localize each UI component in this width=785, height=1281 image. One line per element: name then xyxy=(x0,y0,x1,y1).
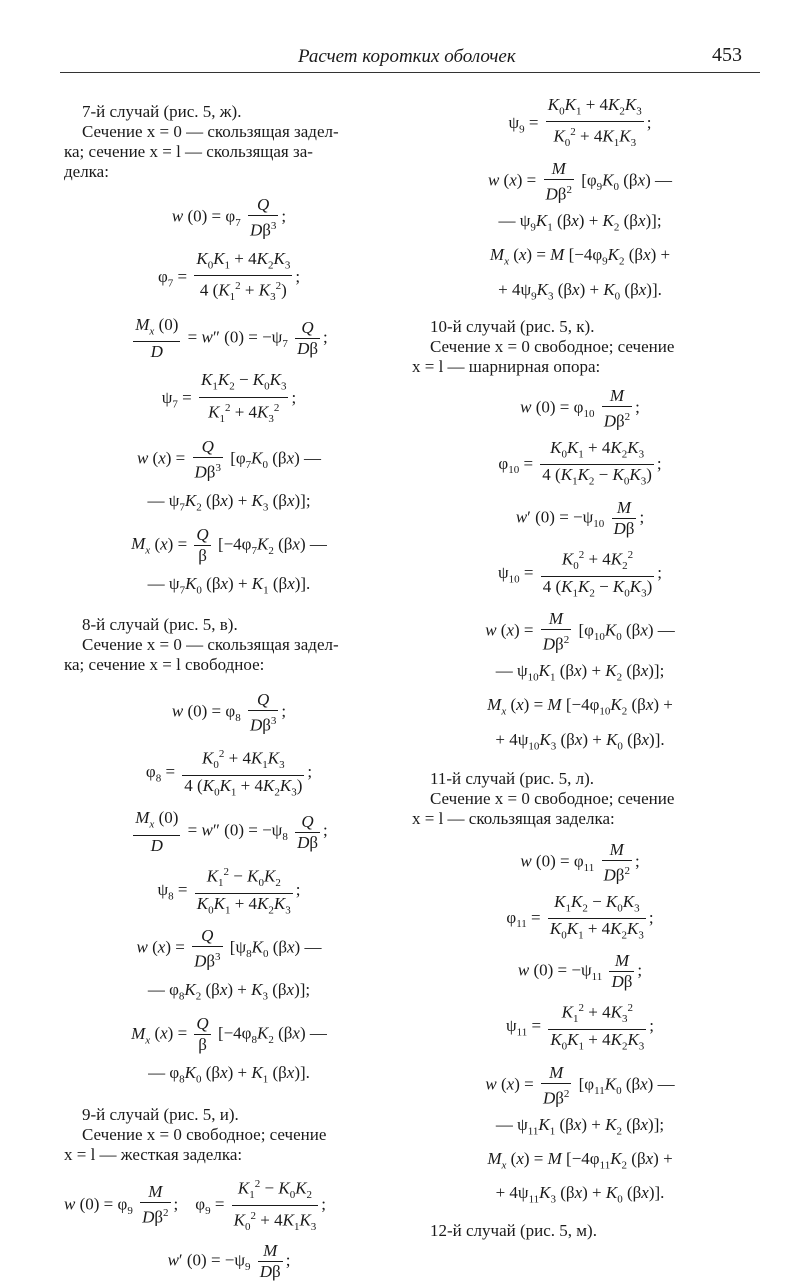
equation-wx-case8-cont: — $\varphi_8K_2$ $(\beta x) + K_3$ (βx)]; xyxy=(147,979,311,1003)
equation-mx0-case8: $\frac{M_x (0)}{D}$ = w″ $(0) = -\psi_8$ $\frac{Q}{D\beta}$ ; xyxy=(135,808,328,855)
equation-w0-case11: w $(0) = \varphi_{11}$ $\frac{M}{D\beta^2}$ ; xyxy=(520,839,640,885)
equation-mx-case10-cont: + $4\psi_{10}K_3$ $(\beta x) + K_0$ (βx)]. xyxy=(495,729,665,752)
case8-text: ка; сечение x = l свободное: xyxy=(64,655,265,675)
case8-title: 8-й случай (рис. 5, в). xyxy=(82,615,238,635)
equation-wx-case9-cont: — $\psi_9K_1$ $(\beta x) + K_2$ (βx)]; xyxy=(498,211,662,234)
equation-wx-case7-cont: — $\psi_7K_2$ $(\beta x) + K_3$ (βx)]; xyxy=(147,490,311,513)
equation-wx-case9: w (x) = $\frac{M}{D\beta^2}$ [$\varphi_9K_0$ (βx) — xyxy=(487,159,673,205)
case9-text: x = l — жесткая заделка: xyxy=(64,1144,243,1164)
equation-w0-case7: w $(0) = \varphi_7$ $\frac{Q}{D\beta^3}$ ; xyxy=(171,195,287,240)
case7-text: ка; сечение x = l — скользящая за- xyxy=(64,142,313,161)
equation-wx-case11: w (x) = $\frac{M}{D\beta^2}$ [$\varphi_{11}K_0$ (βx) — xyxy=(485,1062,675,1108)
case7-title: 7-й случай (рис. 5, ж). xyxy=(82,102,242,121)
case11-text: Сечение x = 0 свободное; сечение xyxy=(430,788,675,808)
equation-w0-case8: w $(0) = \varphi_8$ $\frac{Q}{D\beta^3}$ ; xyxy=(171,690,287,736)
equation-wx-case11-cont: — $\psi_{11}K_1$ $(\beta x) + K_2$ (βx)]; xyxy=(495,1114,665,1137)
equation-wx-case8: w (x) = $\frac{Q}{D\beta^3}$ [$\psi_8K_0$ (βx) — xyxy=(136,926,322,971)
equation-mx-case7-cont: — $\psi_7K_0$ $(\beta x) + K_1$ (βx)]. xyxy=(147,573,311,597)
case10-text: Сечение x = 0 свободное; сечение xyxy=(430,337,675,357)
case7-text: делка: xyxy=(64,162,109,181)
case10-title: 10-й случай (рис. 5, к). xyxy=(430,317,595,337)
case12-title: 12-й случай (рис. 5, м). xyxy=(430,1220,597,1240)
case7-text: Сечение x = 0 — скользящая задел- xyxy=(82,122,339,141)
equation-phi8: $\varphi_8$ = $\frac{K_0^2 + 4K_1K_3}{4 (K_0K_1 + 4K_2K_3)}$ ; xyxy=(64,745,394,801)
equation-phi10: $\varphi_{10}$ = $\frac{K_0K_1 + 4K_2K_3}{4 (K_1K_2 - K_0K_3)}$ ; xyxy=(498,437,662,488)
equation-mx-case11: $M_x$ (x) = M [$-4\varphi_{11}K_2$ (βx) + xyxy=(487,1148,673,1172)
case9-text: Сечение x = 0 свободное; сечение xyxy=(82,1124,327,1144)
equation-psi9: $\psi_9$ = $\frac{K_0K_1 + 4K_2K_3}{K_0^2 + 4K_1K_3}$ ; xyxy=(508,95,652,150)
equation-psi7: $\psi_7$ = $\frac{K_1K_2 - K_0K_3}{K_1^2 + 4K_3^2}$ ; xyxy=(161,370,297,425)
equation-mx-case11-cont: + $4\psi_{11}K_3$ $(\beta x) + K_0$ (βx)]. xyxy=(495,1183,665,1206)
right-column xyxy=(412,96,748,1241)
equation-phi11: $\varphi_{11}$ = $\frac{K_1K_2 - K_0K_3}{K_0K_1 + 4K_2K_3}$ ; xyxy=(506,891,654,942)
equation-mx-case7: $M_x$ (x) = $\frac{Q}{\beta}$ [$-4\varphi_7K_2$ (βx) — xyxy=(131,524,327,565)
equation-w1-case10: w′ $(0) = -\psi_{10}$ $\frac{M}{D\beta}$ ; xyxy=(515,497,645,538)
case9-title: 9-й случай (рис. 5, и). xyxy=(82,1104,239,1124)
equation-psi8: $\psi_8$ = $\frac{K_1^2 - K_0K_2}{K_0K_1 + 4K_2K_3}$ ; xyxy=(64,863,394,919)
equation-phi7: $\varphi_7$ = $\frac{K_0K_1 + 4K_2K_3}{4 (K_1^2 + K_3^2)}$ ; xyxy=(157,248,301,304)
case11-text: x = l — скользящая заделка: xyxy=(412,808,615,828)
equation-mx-case9-cont: + $4\psi_9K_3$ $(\beta x) + K_0$ (βx)]. xyxy=(498,279,662,303)
equation-w0-phi9-case9: w $(0) = \varphi_9$ $\frac{M}{D\beta^2}$ ; $\varphi_9$ = $\frac{K_1^2 - K_0K_2}{K_0^2 + 4K_1K_3}$ ; xyxy=(64,1175,394,1236)
equation-w0-case10: w $(0) = \varphi_{10}$ $\frac{M}{D\beta^2}$ ; xyxy=(520,386,640,431)
equation-psi10: $\psi_{10}$ = $\frac{K_0^2 + 4K_2^2}{4 (K_1K_2 - K_0K_3)}$ ; xyxy=(412,546,748,602)
running-title: Расчет коротких оболочек xyxy=(298,46,516,67)
page-header xyxy=(60,40,760,73)
equation-mx-case8-cont: — $\varphi_8K_0$ $(\beta x) + K_1$ (βx)]. xyxy=(148,1063,310,1086)
page-number: 453 xyxy=(712,44,742,66)
equation-w1-case9: w′ $(0) = -\psi_9$ $\frac{M}{D\beta}$ ; xyxy=(167,1240,291,1281)
equation-mx0-case7: $\frac{M_x (0)}{D}$ = w″ $(0) = -\psi_7$ $\frac{Q}{D\beta}$ ; xyxy=(135,315,328,362)
case10-text: x = l — шарнирная опора: xyxy=(412,357,601,377)
equation-wx-case10: w (x) = $\frac{M}{D\beta^2}$ [$\varphi_{10}K_0$ (βx) — xyxy=(485,609,675,654)
equation-w1-case11: w $(0) = -\psi_{11}$ $\frac{M}{D\beta}$ ; xyxy=(517,951,643,992)
equation-mx-case9: $M_x$ (x) = M [$-4\varphi_9K_2$ (βx) + xyxy=(489,245,671,268)
equation-mx-case10: $M_x$ (x) = M [$-4\varphi_{10}K_2$ (βx) + xyxy=(487,695,673,718)
case8-text: Сечение x = 0 — скользящая задел- xyxy=(82,635,339,655)
left-column xyxy=(64,100,394,1281)
case11-title: 11-й случай (рис. 5, л). xyxy=(430,768,595,788)
equation-wx-case7: w (x) = $\frac{Q}{D\beta^3}$ [$\varphi_7K_0$ (βx) — xyxy=(136,436,322,482)
equation-mx-case8: $M_x$ (x) = $\frac{Q}{\beta}$ [$-4\varphi_8K_2$ (βx) — xyxy=(131,1014,327,1055)
equation-psi11: $\psi_{11}$ = $\frac{K_1^2 + 4K_3^2}{K_0K_1 + 4K_2K_3}$ ; xyxy=(412,999,748,1055)
equation-wx-case10-cont: — $\psi_{10}K_1$ $(\beta x) + K_2$ (βx)]; xyxy=(495,660,665,684)
